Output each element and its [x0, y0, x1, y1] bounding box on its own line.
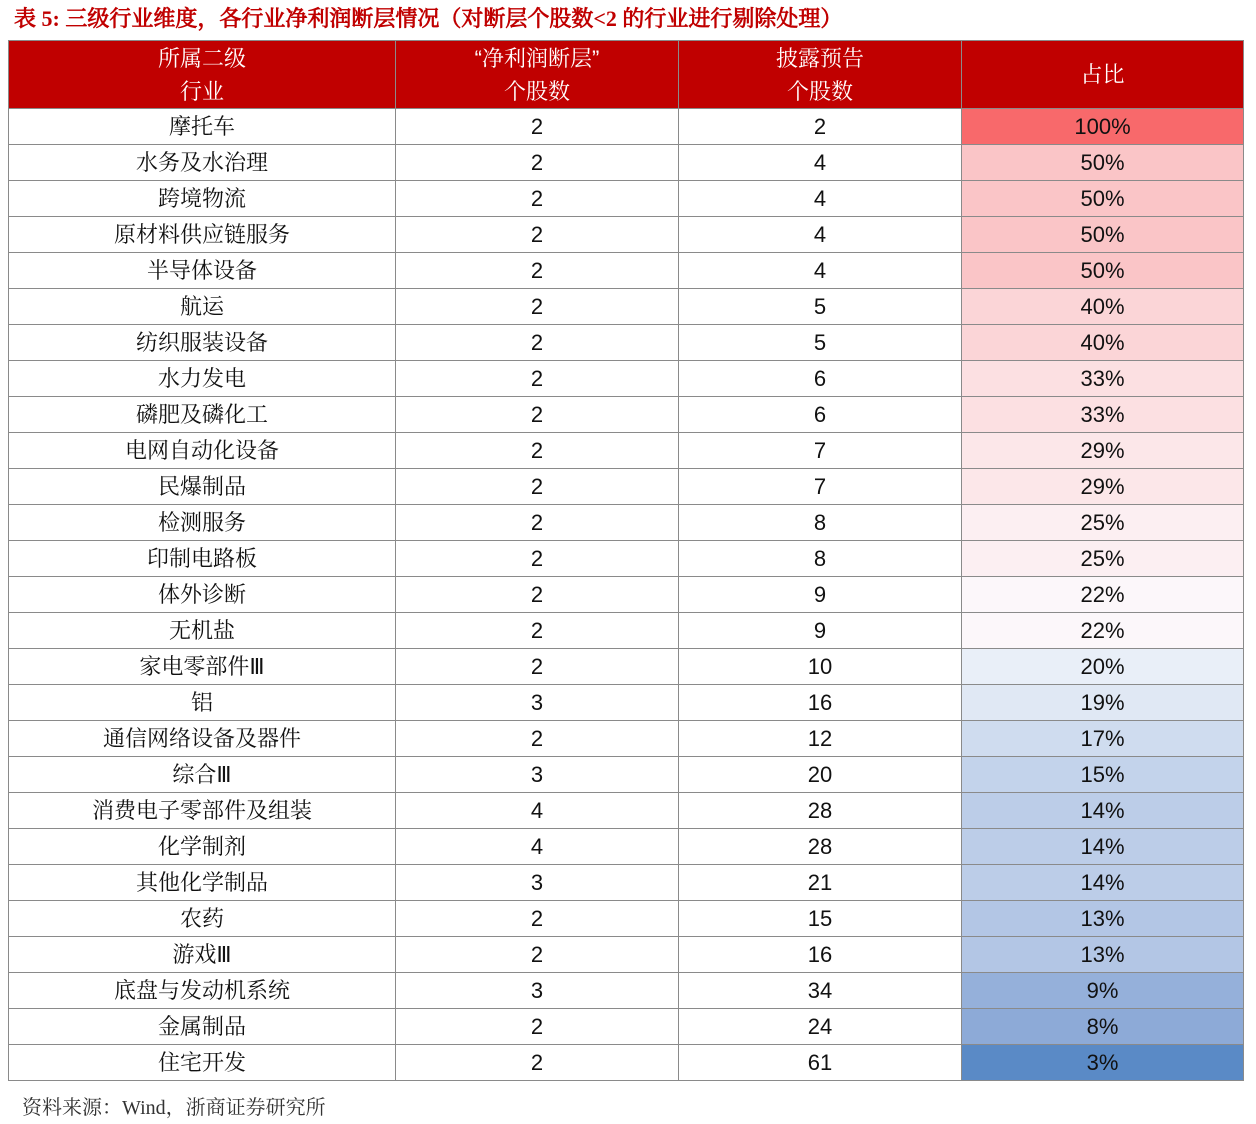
profit-gap-table — [8, 40, 1244, 1081]
table-body — [9, 109, 1244, 1081]
cell-disclosed-count: 6 — [679, 361, 962, 397]
cell-gap-count: 2 — [396, 109, 679, 145]
cell-industry: 金属制品 — [9, 1009, 396, 1045]
cell-disclosed-count: 2 — [679, 109, 962, 145]
cell-industry: 民爆制品 — [9, 469, 396, 505]
cell-ratio: 29% — [962, 469, 1244, 505]
cell-gap-count: 2 — [396, 361, 679, 397]
cell-ratio: 17% — [962, 721, 1244, 757]
header-gap-count — [396, 41, 679, 109]
cell-gap-count: 2 — [396, 721, 679, 757]
cell-industry: 水力发电 — [9, 361, 396, 397]
cell-disclosed-count: 21 — [679, 865, 962, 901]
cell-ratio: 8% — [962, 1009, 1244, 1045]
cell-ratio: 9% — [962, 973, 1244, 1009]
header-disclosed-count — [679, 41, 962, 109]
cell-disclosed-count: 28 — [679, 829, 962, 865]
cell-ratio: 50% — [962, 217, 1244, 253]
table-row — [9, 1045, 1244, 1081]
cell-industry: 水务及水治理 — [9, 145, 396, 181]
cell-gap-count: 2 — [396, 253, 679, 289]
cell-ratio: 50% — [962, 181, 1244, 217]
cell-ratio: 19% — [962, 685, 1244, 721]
table-row — [9, 577, 1244, 613]
cell-industry: 跨境物流 — [9, 181, 396, 217]
cell-disclosed-count: 5 — [679, 325, 962, 361]
cell-ratio: 13% — [962, 901, 1244, 937]
cell-disclosed-count: 24 — [679, 1009, 962, 1045]
cell-disclosed-count: 16 — [679, 937, 962, 973]
cell-disclosed-count: 8 — [679, 505, 962, 541]
cell-disclosed-count: 4 — [679, 145, 962, 181]
cell-industry: 农药 — [9, 901, 396, 937]
table-row — [9, 865, 1244, 901]
table-row — [9, 361, 1244, 397]
cell-industry: 化学制剂 — [9, 829, 396, 865]
table-row — [9, 793, 1244, 829]
cell-disclosed-count: 9 — [679, 613, 962, 649]
cell-ratio: 25% — [962, 505, 1244, 541]
cell-gap-count: 2 — [396, 901, 679, 937]
table-row — [9, 289, 1244, 325]
header-row — [9, 41, 1244, 109]
cell-disclosed-count: 6 — [679, 397, 962, 433]
cell-ratio: 33% — [962, 397, 1244, 433]
cell-industry: 体外诊断 — [9, 577, 396, 613]
cell-gap-count: 2 — [396, 1045, 679, 1081]
cell-industry: 综合Ⅲ — [9, 757, 396, 793]
header-industry-line2: 行业 — [179, 78, 224, 104]
cell-industry: 摩托车 — [9, 109, 396, 145]
cell-ratio: 20% — [962, 649, 1244, 685]
cell-disclosed-count: 9 — [679, 577, 962, 613]
cell-disclosed-count: 4 — [679, 217, 962, 253]
cell-gap-count: 2 — [396, 433, 679, 469]
cell-disclosed-count: 12 — [679, 721, 962, 757]
cell-industry: 半导体设备 — [9, 253, 396, 289]
cell-disclosed-count: 34 — [679, 973, 962, 1009]
cell-disclosed-count: 4 — [679, 253, 962, 289]
table-row — [9, 145, 1244, 181]
cell-ratio: 29% — [962, 433, 1244, 469]
table-row — [9, 901, 1244, 937]
cell-ratio: 100% — [962, 109, 1244, 145]
cell-gap-count: 3 — [396, 865, 679, 901]
cell-gap-count: 4 — [396, 793, 679, 829]
cell-industry: 航运 — [9, 289, 396, 325]
cell-gap-count: 2 — [396, 289, 679, 325]
table-row — [9, 685, 1244, 721]
cell-industry: 家电零部件Ⅲ — [9, 649, 396, 685]
table-row — [9, 721, 1244, 757]
cell-industry: 消费电子零部件及组装 — [9, 793, 396, 829]
cell-disclosed-count: 7 — [679, 433, 962, 469]
header-ratio — [962, 41, 1244, 109]
table-row — [9, 325, 1244, 361]
table-row — [9, 613, 1244, 649]
cell-gap-count: 2 — [396, 1009, 679, 1045]
cell-gap-count: 2 — [396, 613, 679, 649]
cell-ratio: 14% — [962, 865, 1244, 901]
cell-gap-count: 4 — [396, 829, 679, 865]
table-row — [9, 505, 1244, 541]
header-gap-count-line1: “净利润断层” — [474, 45, 600, 71]
cell-ratio: 13% — [962, 937, 1244, 973]
cell-gap-count: 3 — [396, 685, 679, 721]
table-row — [9, 757, 1244, 793]
cell-industry: 无机盐 — [9, 613, 396, 649]
cell-ratio: 25% — [962, 541, 1244, 577]
cell-industry: 电网自动化设备 — [9, 433, 396, 469]
cell-disclosed-count: 10 — [679, 649, 962, 685]
cell-gap-count: 3 — [396, 973, 679, 1009]
cell-ratio: 3% — [962, 1045, 1244, 1081]
table-row — [9, 649, 1244, 685]
cell-gap-count: 2 — [396, 577, 679, 613]
table-row — [9, 109, 1244, 145]
cell-disclosed-count: 61 — [679, 1045, 962, 1081]
cell-gap-count: 2 — [396, 181, 679, 217]
cell-industry: 游戏Ⅲ — [9, 937, 396, 973]
header-gap-count-line2: 个股数 — [503, 78, 570, 104]
header-industry — [9, 41, 396, 109]
cell-ratio: 14% — [962, 793, 1244, 829]
cell-ratio: 50% — [962, 145, 1244, 181]
cell-disclosed-count: 7 — [679, 469, 962, 505]
table-row — [9, 1009, 1244, 1045]
table-row — [9, 937, 1244, 973]
cell-ratio: 40% — [962, 289, 1244, 325]
cell-ratio: 14% — [962, 829, 1244, 865]
table-row — [9, 433, 1244, 469]
cell-gap-count: 2 — [396, 541, 679, 577]
cell-industry: 检测服务 — [9, 505, 396, 541]
table-title: 表 5: 三级行业维度，各行业净利润断层情况（对断层个股数<2 的行业进行剔除处理） — [14, 6, 843, 31]
cell-disclosed-count: 20 — [679, 757, 962, 793]
cell-disclosed-count: 16 — [679, 685, 962, 721]
cell-gap-count: 3 — [396, 757, 679, 793]
table-row — [9, 253, 1244, 289]
cell-ratio: 40% — [962, 325, 1244, 361]
cell-industry: 磷肥及磷化工 — [9, 397, 396, 433]
cell-ratio: 22% — [962, 577, 1244, 613]
cell-industry: 铝 — [9, 685, 396, 721]
table-header — [9, 41, 1244, 109]
cell-disclosed-count: 28 — [679, 793, 962, 829]
table-row — [9, 973, 1244, 1009]
cell-ratio: 33% — [962, 361, 1244, 397]
cell-gap-count: 2 — [396, 649, 679, 685]
table-row — [9, 181, 1244, 217]
cell-ratio: 50% — [962, 253, 1244, 289]
header-disclosed-count-line2: 个股数 — [786, 78, 853, 104]
cell-industry: 印制电路板 — [9, 541, 396, 577]
cell-industry: 纺织服装设备 — [9, 325, 396, 361]
cell-industry: 其他化学制品 — [9, 865, 396, 901]
header-disclosed-count-line1: 披露预告 — [775, 45, 864, 71]
source-note: 资料来源：Wind，浙商证券研究所 — [22, 1097, 326, 1119]
cell-industry: 底盘与发动机系统 — [9, 973, 396, 1009]
cell-gap-count: 2 — [396, 505, 679, 541]
cell-gap-count: 2 — [396, 937, 679, 973]
cell-disclosed-count: 8 — [679, 541, 962, 577]
cell-ratio: 15% — [962, 757, 1244, 793]
cell-gap-count: 2 — [396, 397, 679, 433]
cell-gap-count: 2 — [396, 217, 679, 253]
header-ratio-label: 占比 — [1080, 62, 1125, 87]
header-industry-line1: 所属二级 — [157, 45, 246, 71]
cell-industry: 住宅开发 — [9, 1045, 396, 1081]
table-row — [9, 397, 1244, 433]
cell-disclosed-count: 4 — [679, 181, 962, 217]
cell-gap-count: 2 — [396, 469, 679, 505]
table-row — [9, 217, 1244, 253]
cell-gap-count: 2 — [396, 325, 679, 361]
cell-industry: 原材料供应链服务 — [9, 217, 396, 253]
table-row — [9, 541, 1244, 577]
cell-gap-count: 2 — [396, 145, 679, 181]
cell-disclosed-count: 5 — [679, 289, 962, 325]
cell-disclosed-count: 15 — [679, 901, 962, 937]
cell-industry: 通信网络设备及器件 — [9, 721, 396, 757]
cell-ratio: 22% — [962, 613, 1244, 649]
table-row — [9, 469, 1244, 505]
table-row — [9, 829, 1244, 865]
